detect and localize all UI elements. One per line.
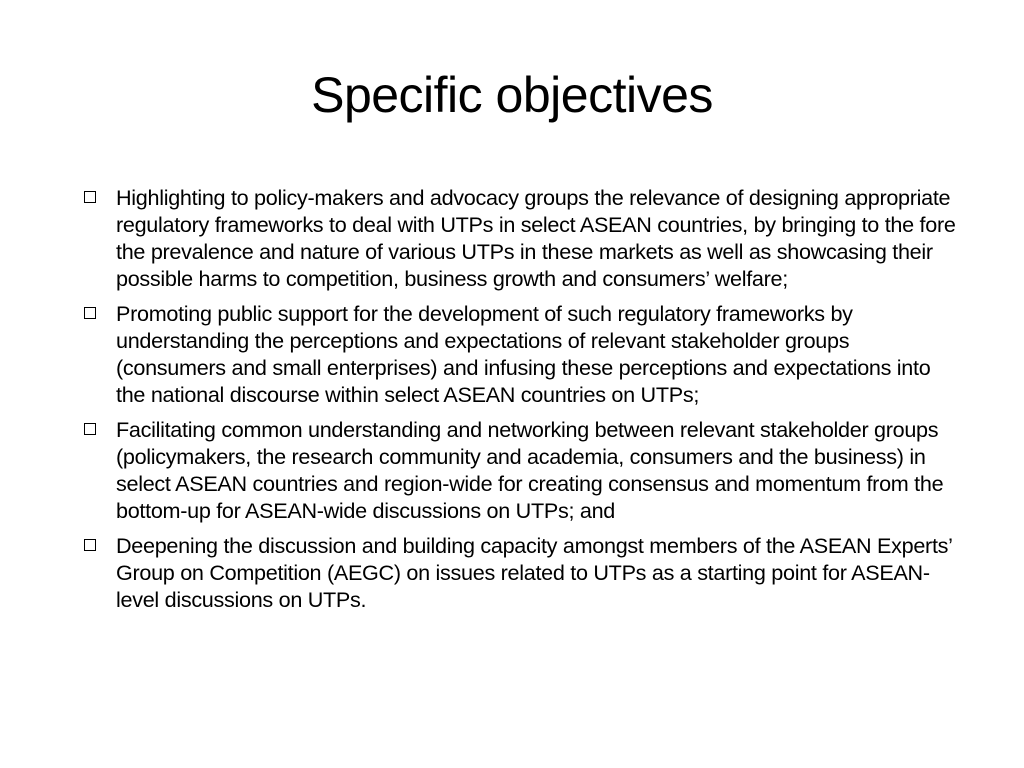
list-item	[84, 416, 964, 524]
bullet-text: Promoting public support for the development of such regulatory frameworks by understanding the perceptions and expectations of relevant stakeholder groups (consumers and small enterprises) and infusing these perceptions and expectations into the national discourse within select ASEAN countries on UTPs;	[116, 301, 931, 407]
bullet-text: Deepening the discussion and building capacity amongst members of the ASEAN Experts’ Group on Competition (AEGC) on issues related to UTPs as a starting point for ASEAN-level discussions on UTPs.	[116, 533, 952, 612]
objectives-list	[84, 184, 964, 621]
empty-square-bullet-icon	[84, 191, 96, 203]
bullet-text: Facilitating common understanding and networking between relevant stakeholder groups (policymakers, the research community and academia, consumers and the business) in select ASEAN countries and region-wide for creating consensus and momentum from the bottom-up for ASEAN-wide discussions on UTPs; and	[116, 417, 944, 523]
bullet-text: Highlighting to policy-makers and advocacy groups the relevance of designing appropriate regulatory frameworks to deal with UTPs in select ASEAN countries, by bringing to the fore the prevalence and nature of various UTPs in these markets as well as showcasing their possible harms to competition, business growth and consumers’ welfare;	[116, 185, 956, 291]
empty-square-bullet-icon	[84, 539, 96, 551]
list-item	[84, 184, 964, 292]
list-item	[84, 300, 964, 408]
empty-square-bullet-icon	[84, 423, 96, 435]
slide-title: Specific objectives	[311, 67, 713, 123]
list-item	[84, 532, 964, 613]
empty-square-bullet-icon	[84, 307, 96, 319]
